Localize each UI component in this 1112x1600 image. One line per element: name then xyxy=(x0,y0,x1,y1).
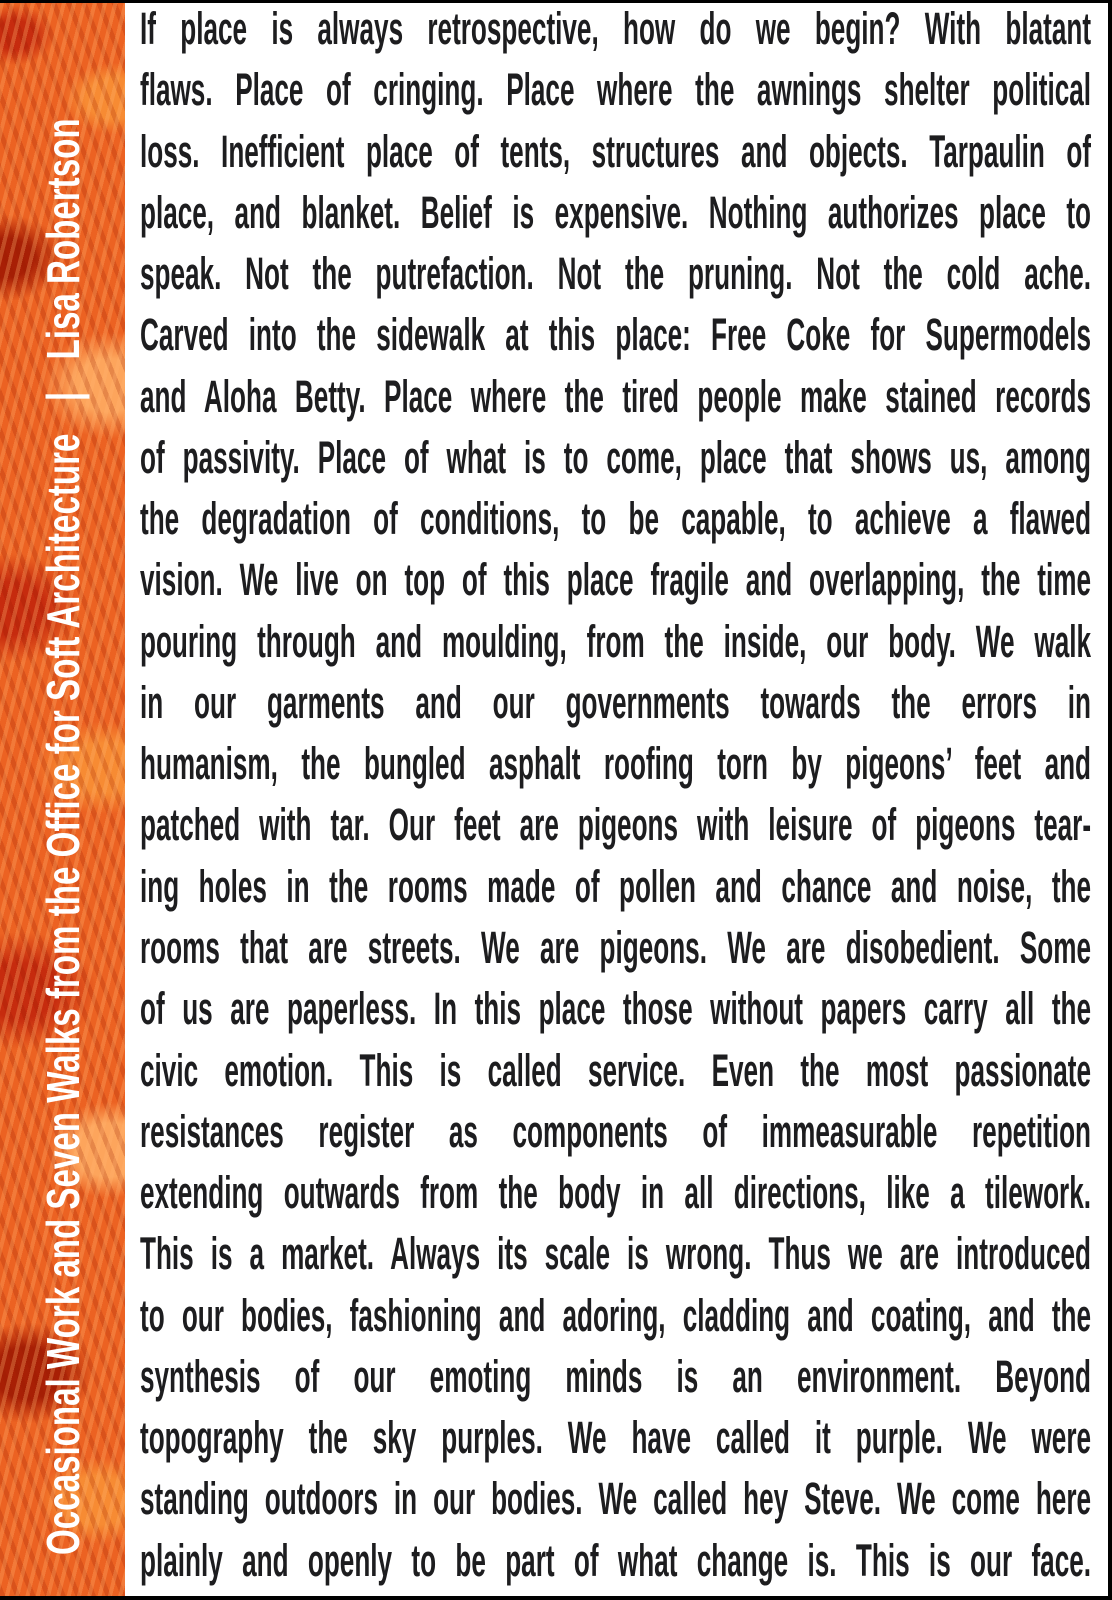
spine-author: Lisa Robertson xyxy=(37,118,89,360)
text-line: vision. We live on top of this place fragile and overlapping, the time xyxy=(140,554,1091,606)
text-line: plainly and openly to be part of what change is. This is our face. xyxy=(140,1534,1091,1586)
text-line: standing outdoors in our bodies. We called hey Steve. We come here xyxy=(140,1473,1091,1525)
text-line: extending outwards from the body in all directions, like a tilework. xyxy=(140,1167,1091,1219)
text-line: pouring through and moulding, from the inside, our body. We walk xyxy=(140,615,1091,667)
body-text-area xyxy=(140,3,1091,1596)
text-line: of passivity. Place of what is to come, place that shows us, among xyxy=(140,431,1091,483)
text-line: rooms that are streets. We are pigeons. We are disobedient. Some xyxy=(140,921,1091,973)
spine-separator: | xyxy=(37,391,89,402)
spine-title: Occasional Work and Seven Walks from the Office for Soft Architecture xyxy=(37,433,89,1556)
text-line: in our garments and our governments towards the errors in xyxy=(140,676,1091,728)
text-line: civic emotion. This is called service. Even the most passionate xyxy=(140,1044,1091,1096)
text-line: resistances register as components of immeasurable repetition xyxy=(140,1105,1091,1157)
spine-text xyxy=(37,7,89,1556)
text-line: synthesis of our emoting minds is an environment. Beyond xyxy=(140,1350,1091,1402)
text-line: speak. Not the putrefaction. Not the pruning. Not the cold ache. xyxy=(140,248,1091,300)
text-line: topography the sky purples. We have called it purple. We were xyxy=(140,1412,1091,1464)
text-line: This is a market. Always its scale is wrong. Thus we are introduced xyxy=(140,1228,1091,1280)
text-line: patched with tar. Our feet are pigeons with leisure of pigeons tear- xyxy=(140,799,1091,851)
text-line: flaws. Place of cringing. Place where the awnings shelter political xyxy=(140,64,1091,116)
text-line: humanism, the bungled asphalt roofing torn by pigeons’ feet and xyxy=(140,738,1091,790)
body-text-column xyxy=(140,3,1091,1591)
text-line: ing holes in the rooms made of pollen and chance and noise, the xyxy=(140,860,1091,912)
text-line: Carved into the sidewalk at this place: Free Coke for Supermodels xyxy=(140,309,1091,361)
text-line: to our bodies, fashioning and adoring, cladding and coating, and the xyxy=(140,1289,1091,1341)
text-line: the degradation of conditions, to be capable, to achieve a flawed xyxy=(140,493,1091,545)
text-line: If place is always retrospective, how do we begin? With blatant xyxy=(140,3,1091,54)
text-line: of us are paperless. In this place those without papers carry all the xyxy=(140,983,1091,1035)
text-line: loss. Inefficient place of tents, structures and objects. Tarpaulin of xyxy=(140,125,1091,177)
text-line: place, and blanket. Belief is expensive. Nothing authorizes place to xyxy=(140,186,1091,238)
text-line: and Aloha Betty. Place where the tired people make stained records xyxy=(140,370,1091,422)
spine-photo xyxy=(0,3,125,1596)
